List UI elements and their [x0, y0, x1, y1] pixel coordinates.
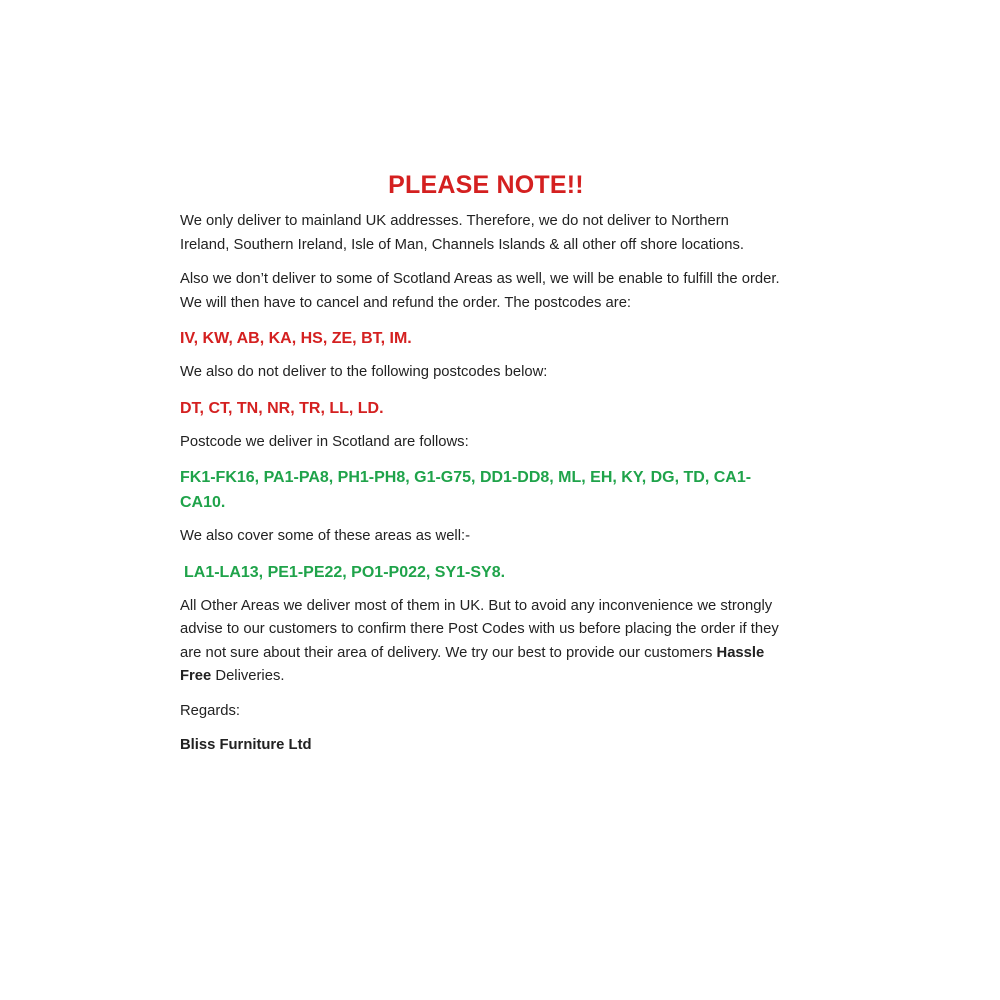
- intro-paragraph: We only deliver to mainland UK addresses. Therefore, we do not deliver to Northern Ireland, Southern Ireland, Isle of Man, Channels Islands & all other off shore locations.: [180, 213, 744, 253]
- closing-text-end: Deliveries.: [211, 668, 285, 684]
- other-exclusion-paragraph: We also do not deliver to the following postcodes below:: [180, 364, 548, 380]
- also-cover-paragraph: We also cover some of these areas as well:-: [180, 528, 471, 544]
- company-signature: Bliss Furniture Ltd: [180, 737, 312, 753]
- scotland-exclusion-paragraph: Also we don’t deliver to some of Scotland Areas as well, we will be enable to fulfill the order. We will then have to cancel and refund the order. The postcodes are:: [180, 271, 780, 311]
- closing-paragraph: [180, 595, 780, 689]
- scotland-delivery-postcodes: FK1-FK16, PA1-PA8, PH1-PH8, G1-G75, DD1-DD8, ML, EH, KY, DG, TD, CA1-CA10.: [180, 469, 752, 511]
- notice-title: PLEASE NOTE!!: [388, 171, 584, 199]
- excluded-other-postcodes: DT, CT, TN, NR, TR, LL, LD.: [180, 399, 384, 417]
- regards-line: Regards:: [180, 702, 241, 719]
- closing-text: All Other Areas we deliver most of them in UK. But to avoid any inconvenience we strongly advise to our customers to confirm there Post Codes with us before placing the order if they are not sure about their area of delivery. We try our best to provide our customers: [180, 597, 779, 661]
- excluded-scotland-postcodes: IV, KW, AB, KA, HS, ZE, BT, IM.: [180, 330, 412, 347]
- scotland-delivery-paragraph: Postcode we deliver in Scotland are follows:: [180, 433, 469, 450]
- hassle-free-emphasis: Hassle Free: [180, 644, 765, 684]
- delivery-notice: [180, 168, 780, 757]
- also-cover-postcodes: LA1-LA13, PE1-PE22, PO1-P022, SY1-SY8.: [184, 563, 506, 581]
